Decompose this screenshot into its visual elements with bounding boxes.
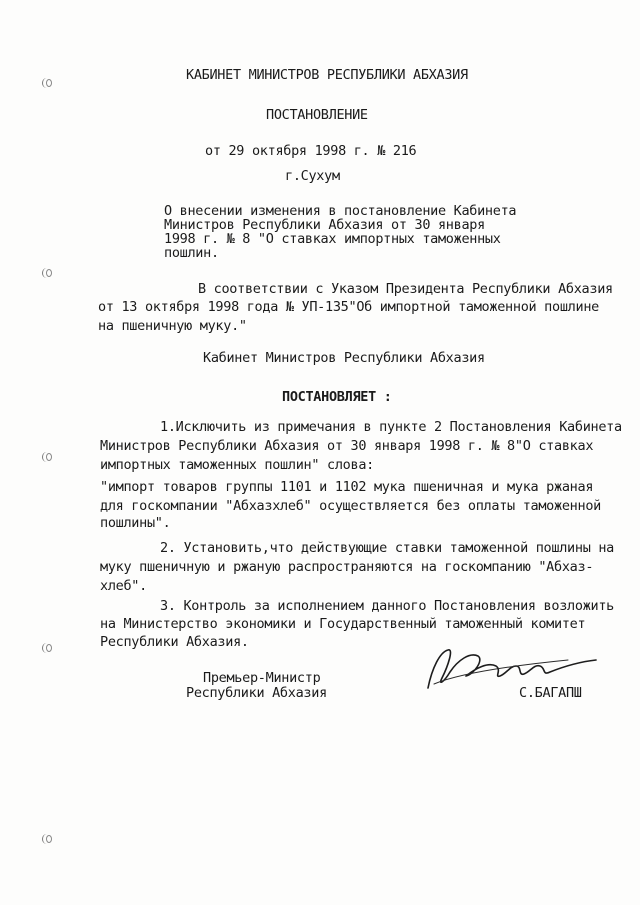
clause-1-line: "импорт товаров группы 1101 и 1102 мука пшеничная и мука ржаная bbox=[100, 479, 594, 495]
preamble-line: от 13 октября 1998 года № УП-135"Об импортной таможенной пошлине bbox=[98, 299, 599, 315]
preamble-line: В соответствии с Указом Президента Республики Абхазия bbox=[198, 281, 613, 297]
signatory-title: Республики Абхазия bbox=[186, 685, 327, 701]
organization-title: КАБИНЕТ МИНИСТРОВ РЕСПУБЛИКИ АБХАЗИЯ bbox=[186, 67, 468, 83]
clause-3-line: 3. Контроль за исполнением данного Постановления возложить bbox=[160, 598, 615, 614]
signatory-title: Премьер-Министр bbox=[203, 670, 321, 686]
resolves-heading: ПОСТАНОВЛЯЕТ : bbox=[282, 389, 392, 405]
place: г.Сухум bbox=[285, 168, 340, 184]
subject-line: пошлин. bbox=[164, 245, 219, 261]
subject-line: Министров Республики Абхазия от 30 января bbox=[164, 217, 485, 233]
subject-line: 1998 г. № 8 "О ставках импортных таможенных bbox=[164, 231, 501, 247]
clause-3-line: на Министерство экономики и Государственный таможенный комитет bbox=[100, 616, 586, 632]
clause-1-line: импортных таможенных пошлин" слова: bbox=[100, 457, 374, 473]
clause-1-line: 1.Исключить из примечания в пункте 2 Постановления Кабинета bbox=[160, 419, 622, 435]
punch-hole bbox=[42, 452, 51, 462]
punch-hole bbox=[42, 268, 51, 278]
preamble-line: на пшеничную муку." bbox=[98, 318, 247, 334]
punch-hole bbox=[42, 78, 51, 88]
clause-1-line: пошлины". bbox=[100, 515, 171, 531]
document-type: ПОСТАНОВЛЕНИЕ bbox=[266, 107, 368, 123]
issuer: Кабинет Министров Республики Абхазия bbox=[203, 350, 485, 366]
handwritten-signature bbox=[418, 638, 598, 698]
clause-1-line: для госкомпании "Абхазхлеб" осуществляется без оплаты таможенной bbox=[100, 498, 601, 514]
punch-hole bbox=[42, 643, 51, 653]
clause-2-line: 2. Установить,что действующие ставки таможенной пошлины на bbox=[160, 540, 615, 556]
clause-2-line: муку пшеничную и ржаную распространяются на госкомпанию "Абхаз- bbox=[100, 559, 594, 575]
clause-3-line: Республики Абхазия. bbox=[100, 634, 249, 650]
signatory-name: С.БАГАПШ bbox=[519, 685, 582, 701]
date-number: от 29 октября 1998 г. № 216 bbox=[205, 143, 417, 159]
punch-hole bbox=[42, 834, 51, 844]
clause-1-line: Министров Республики Абхазия от 30 января 1998 г. № 8"О ставках bbox=[100, 438, 594, 454]
subject-line: О внесении изменения в постановление Кабинета bbox=[164, 203, 517, 219]
clause-2-line: хлеб". bbox=[100, 578, 147, 594]
